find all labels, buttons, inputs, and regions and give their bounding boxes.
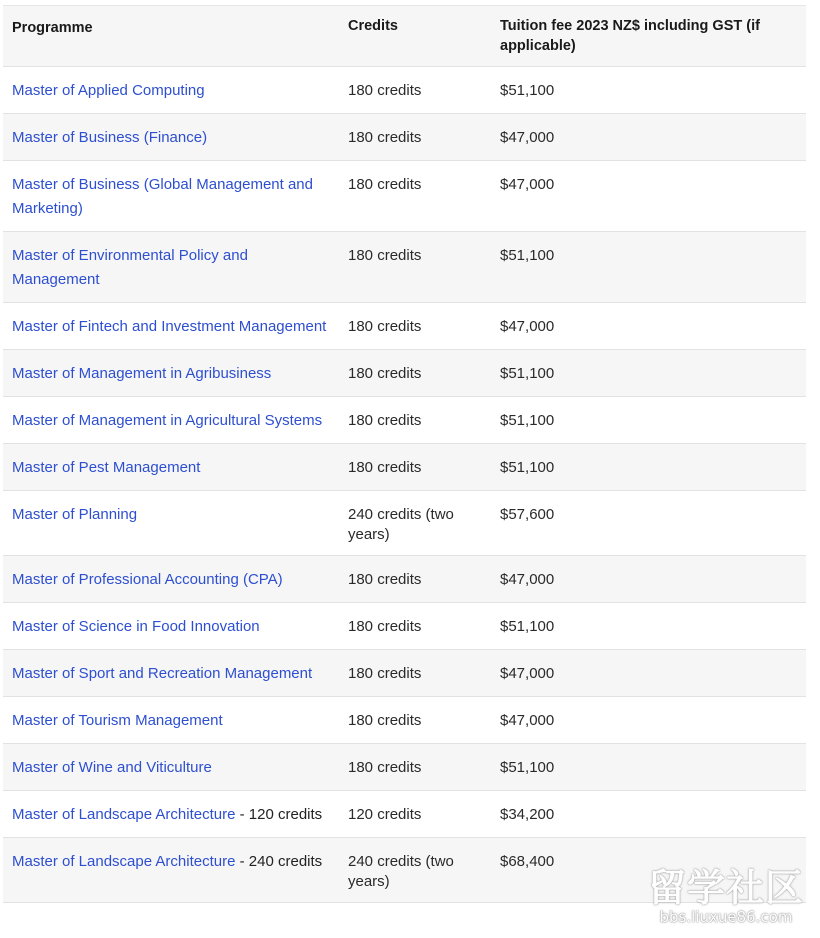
credits-value: 120 credits [348, 806, 422, 823]
programme-link[interactable]: Master of Business (Finance) [12, 129, 208, 146]
table-row [3, 303, 806, 350]
watermark-logo: 留学社区 [647, 866, 804, 910]
programme-link[interactable]: Master of Applied Computing [12, 82, 205, 99]
table-row [3, 161, 806, 232]
credits-value: 180 credits [348, 247, 422, 264]
credits-cell [340, 697, 490, 743]
credits-value: 180 credits [348, 365, 422, 382]
table-row [3, 556, 806, 603]
fee-value: $51,100 [500, 82, 555, 99]
credits-cell [340, 232, 490, 302]
fee-cell [490, 556, 806, 602]
fee-value: $47,000 [500, 665, 555, 682]
credits-cell [340, 603, 490, 649]
programme-cell [3, 603, 340, 649]
table-row [3, 491, 806, 556]
programme-link[interactable]: Master of Landscape Architecture [12, 853, 236, 870]
fee-cell [490, 650, 806, 696]
fee-value: $51,100 [500, 365, 555, 382]
fee-cell [490, 161, 806, 231]
programme-link[interactable]: Master of Landscape Architecture [12, 806, 236, 823]
fee-value: $57,600 [500, 506, 555, 523]
credits-cell [340, 161, 490, 231]
programme-cell [3, 350, 340, 396]
table-row [3, 650, 806, 697]
programme-cell [3, 744, 340, 790]
programme-suffix: - 240 credits [235, 853, 323, 870]
fee-cell [490, 791, 806, 837]
credits-value: 180 credits [348, 176, 422, 193]
credits-cell [340, 650, 490, 696]
table-row [3, 603, 806, 650]
programme-cell [3, 232, 340, 302]
programme-cell [3, 838, 340, 902]
fee-cell [490, 67, 806, 113]
fee-cell [490, 444, 806, 490]
programme-link[interactable]: Master of Management in Agricultural Systems [12, 412, 323, 429]
watermark-url: bbs.liuxue86.com [659, 908, 793, 926]
fee-cell [490, 114, 806, 160]
fee-cell [490, 838, 806, 902]
credits-cell [340, 556, 490, 602]
fee-value: $47,000 [500, 318, 555, 335]
fee-value: $51,100 [500, 759, 555, 776]
fee-cell [490, 397, 806, 443]
programme-link[interactable]: Master of Environmental Policy and Management [12, 247, 248, 288]
fee-cell [490, 744, 806, 790]
table-row [3, 444, 806, 491]
programme-link[interactable]: Master of Business (Global Management and Marketing) [12, 176, 313, 217]
fee-cell [490, 303, 806, 349]
programme-link[interactable]: Master of Science in Food Innovation [12, 618, 260, 635]
credits-value: 240 credits (two years) [348, 853, 454, 890]
programme-link[interactable]: Master of Planning [12, 506, 138, 523]
table-row [3, 838, 806, 903]
programme-cell [3, 161, 340, 231]
table-row [3, 791, 806, 838]
programme-cell [3, 491, 340, 555]
table-row [3, 232, 806, 303]
fee-cell [490, 603, 806, 649]
credits-value: 240 credits (two years) [348, 506, 454, 543]
header-fee: Tuition fee 2023 NZ$ including GST (if applicable) [500, 18, 760, 54]
fee-cell [490, 350, 806, 396]
fee-value: $51,100 [500, 412, 555, 429]
fee-cell [490, 491, 806, 555]
credits-value: 180 credits [348, 759, 422, 776]
programme-cell [3, 697, 340, 743]
fee-value: $47,000 [500, 129, 555, 146]
programme-suffix: - 120 credits [235, 806, 323, 823]
fee-value: $47,000 [500, 571, 555, 588]
programme-cell [3, 303, 340, 349]
programme-link[interactable]: Master of Sport and Recreation Management [12, 665, 313, 682]
programme-cell [3, 444, 340, 490]
table-row [3, 114, 806, 161]
credits-cell [340, 838, 490, 902]
fee-value: $51,100 [500, 618, 555, 635]
credits-value: 180 credits [348, 129, 422, 146]
programme-cell [3, 791, 340, 837]
table-row [3, 397, 806, 444]
credits-value: 180 credits [348, 412, 422, 429]
programme-cell [3, 67, 340, 113]
programme-link[interactable]: Master of Professional Accounting (CPA) [12, 571, 283, 588]
table-header-row [3, 6, 806, 67]
credits-value: 180 credits [348, 712, 422, 729]
credits-cell [340, 444, 490, 490]
credits-value: 180 credits [348, 665, 422, 682]
programme-cell [3, 114, 340, 160]
programme-link[interactable]: Master of Wine and Viticulture [12, 759, 212, 776]
credits-value: 180 credits [348, 82, 422, 99]
fee-value: $68,400 [500, 853, 555, 870]
credits-cell [340, 67, 490, 113]
programme-cell [3, 556, 340, 602]
table-row [3, 67, 806, 114]
fee-cell [490, 232, 806, 302]
credits-cell [340, 791, 490, 837]
table-row [3, 744, 806, 791]
credits-cell [340, 744, 490, 790]
credits-cell [340, 397, 490, 443]
fee-value: $51,100 [500, 247, 555, 264]
programme-cell [3, 650, 340, 696]
programme-link[interactable]: Master of Pest Management [12, 459, 201, 476]
table-body [3, 67, 806, 903]
table-row [3, 350, 806, 397]
credits-cell [340, 303, 490, 349]
fee-cell [490, 697, 806, 743]
credits-cell [340, 350, 490, 396]
programme-fee-table [3, 5, 806, 903]
programme-link[interactable]: Master of Tourism Management [12, 712, 223, 729]
credits-value: 180 credits [348, 571, 422, 588]
fee-value: $51,100 [500, 459, 555, 476]
programme-link[interactable]: Master of Fintech and Investment Management [12, 318, 327, 335]
credits-value: 180 credits [348, 459, 422, 476]
credits-value: 180 credits [348, 618, 422, 635]
credits-cell [340, 491, 490, 555]
programme-cell [3, 397, 340, 443]
fee-value: $47,000 [500, 712, 555, 729]
credits-cell [340, 114, 490, 160]
fee-value: $34,200 [500, 806, 555, 823]
programme-link[interactable]: Master of Management in Agribusiness [12, 365, 272, 382]
header-credits: Credits [348, 18, 398, 34]
header-programme: Programme [12, 20, 93, 36]
table-row [3, 697, 806, 744]
fee-value: $47,000 [500, 176, 555, 193]
credits-value: 180 credits [348, 318, 422, 335]
